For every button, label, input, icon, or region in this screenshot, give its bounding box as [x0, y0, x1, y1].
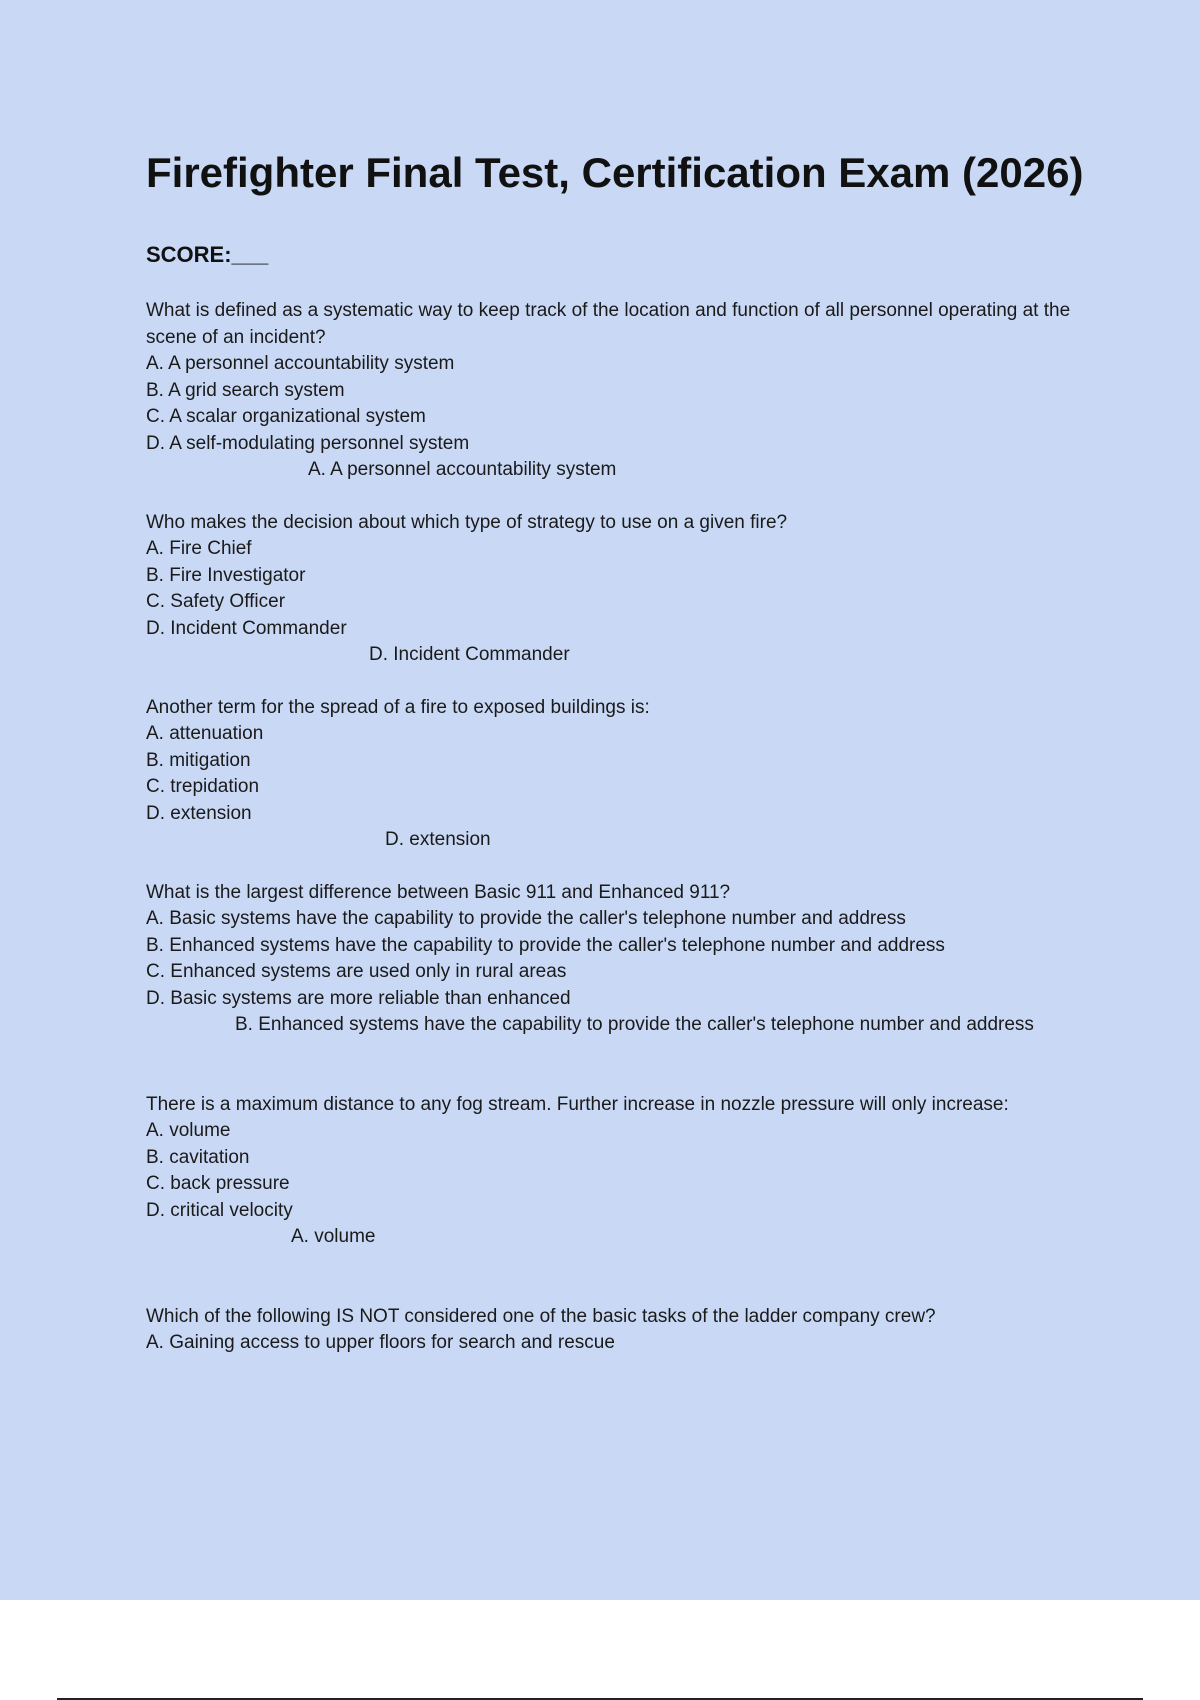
answer-option: A. Basic systems have the capability to provide the caller's telephone number and address	[146, 908, 906, 929]
answer-option: C. back pressure	[146, 1173, 290, 1194]
answer-option: A. Gaining access to upper floors for search and rescue	[146, 1332, 615, 1353]
question-item	[146, 1092, 1106, 1251]
question-item	[146, 1304, 1106, 1357]
answer-option: B. Enhanced systems have the capability to provide the caller's telephone number and address	[146, 934, 945, 956]
document-content	[146, 140, 1106, 1357]
answer-option: D. critical velocity	[146, 1199, 293, 1221]
answer-option: D. A self-modulating personnel system	[146, 432, 470, 454]
question-item	[146, 880, 1106, 1039]
answer-option: C. trepidation	[146, 776, 260, 797]
answer-option: A. volume	[146, 1120, 231, 1141]
answer-option: C. Safety Officer	[146, 591, 286, 612]
answer-option: D. Incident Commander	[146, 617, 347, 639]
score-field: SCORE:___	[146, 242, 269, 267]
question-text: Which of the following IS NOT considered one of the basic tasks of the ladder company crew?	[146, 1305, 936, 1327]
correct-answer: D. extension	[385, 829, 491, 850]
question-text: Who makes the decision about which type of strategy to use on a given fire?	[146, 511, 788, 533]
question-item	[146, 298, 1106, 484]
document-title: Firefighter Final Test, Certification Exam (2026)	[146, 149, 1084, 196]
correct-answer: A. A personnel accountability system	[308, 459, 617, 480]
answer-option: D. extension	[146, 802, 252, 824]
answer-option: B. Fire Investigator	[146, 564, 306, 586]
answer-option: B. cavitation	[146, 1146, 250, 1168]
answer-option: B. mitigation	[146, 749, 251, 771]
answer-option: C. A scalar organizational system	[146, 406, 426, 427]
answer-option: C. Enhanced systems are used only in rural areas	[146, 961, 567, 982]
question-item	[146, 695, 1106, 854]
answer-option: A. A personnel accountability system	[146, 353, 455, 374]
question-text: Another term for the spread of a fire to exposed buildings is:	[146, 696, 650, 718]
correct-answer: B. Enhanced systems have the capability to provide the caller's telephone number and address	[235, 1014, 1034, 1035]
answer-option: A. attenuation	[146, 723, 264, 744]
answer-option: B. A grid search system	[146, 379, 345, 401]
question-text: There is a maximum distance to any fog stream. Further increase in nozzle pressure will only increase:	[146, 1093, 1009, 1115]
question-text: What is defined as a systematic way to keep track of the location and function of all personnel operating at the scene of an incident?	[146, 300, 1071, 348]
correct-answer: A. volume	[291, 1226, 376, 1247]
question-item	[146, 510, 1106, 669]
question-text: What is the largest difference between Basic 911 and Enhanced 911?	[146, 881, 731, 903]
answer-option: A. Fire Chief	[146, 538, 252, 559]
correct-answer: D. Incident Commander	[369, 644, 570, 665]
answer-option: D. Basic systems are more reliable than enhanced	[146, 987, 571, 1009]
